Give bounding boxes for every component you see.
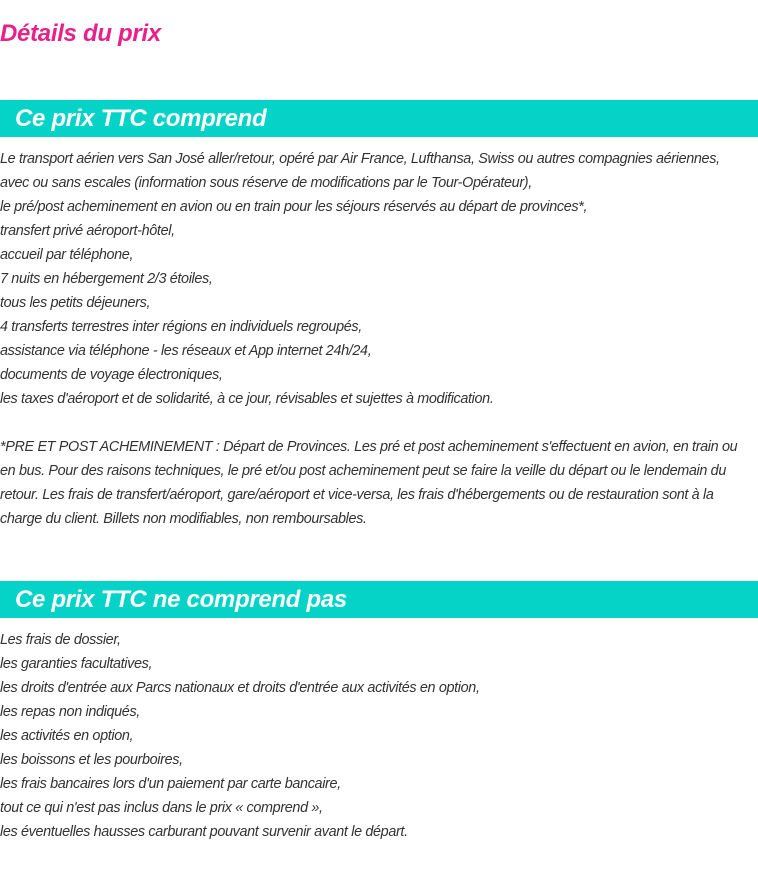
- list-item: le pré/post acheminement en avion ou en train pour les séjours réservés au départ de provinces*,: [0, 199, 588, 215]
- list-item: documents de voyage électroniques,: [0, 367, 223, 383]
- list-item: les garanties facultatives,: [0, 656, 153, 672]
- acheminement-note: *PRE ET POST ACHEMINEMENT : Départ de Provinces. Les pré et post acheminement s'effectuent en avion, en train ou en bus. Pour des raisons techniques, le pré et/ou post acheminement peut se faire la veille du départ ou le lendemain du retour. Les frais de transfert/aéroport, gare/aéroport et vice-versa, les frais d'hébergements ou de restauration sont à la charge du client. Billets non modifiables, non remboursables.: [0, 439, 738, 527]
- list-item: les repas non indiqués,: [0, 704, 140, 720]
- list-item: avec ou sans escales (information sous réserve de modifications par le Tour-Opérateur),: [0, 175, 532, 191]
- list-item: Les frais de dossier,: [0, 632, 121, 648]
- list-item: les éventuelles hausses carburant pouvant survenir avant le départ.: [0, 824, 408, 840]
- list-item: tous les petits déjeuners,: [0, 295, 151, 311]
- page-title: Détails du prix: [0, 20, 161, 47]
- list-item: 7 nuits en hébergement 2/3 étoiles,: [0, 271, 213, 287]
- list-item: les taxes d'aéroport et de solidarité, à ce jour, révisables et sujettes à modification.: [0, 391, 494, 407]
- included-list: [0, 147, 758, 411]
- list-item: les droits d'entrée aux Parcs nationaux et droits d'entrée aux activités en option,: [0, 680, 480, 696]
- list-item: accueil par téléphone,: [0, 247, 134, 263]
- list-item: tout ce qui n'est pas inclus dans le prix « comprend »,: [0, 800, 323, 816]
- list-item: les frais bancaires lors d'un paiement par carte bancaire,: [0, 776, 341, 792]
- section-header-included: Ce prix TTC comprend: [0, 100, 758, 137]
- list-item: transfert privé aéroport-hôtel,: [0, 223, 175, 239]
- list-item: les activités en option,: [0, 728, 134, 744]
- list-item: assistance via téléphone - les réseaux et App internet 24h/24,: [0, 343, 372, 359]
- list-item: les boissons et les pourboires,: [0, 752, 183, 768]
- section-header-excluded: Ce prix TTC ne comprend pas: [0, 581, 758, 618]
- list-item: Le transport aérien vers San José aller/retour, opéré par Air France, Lufthansa, Swiss ou autres compagnies aériennes,: [0, 151, 720, 167]
- list-item: 4 transferts terrestres inter régions en individuels regroupés,: [0, 319, 362, 335]
- excluded-list: [0, 628, 758, 844]
